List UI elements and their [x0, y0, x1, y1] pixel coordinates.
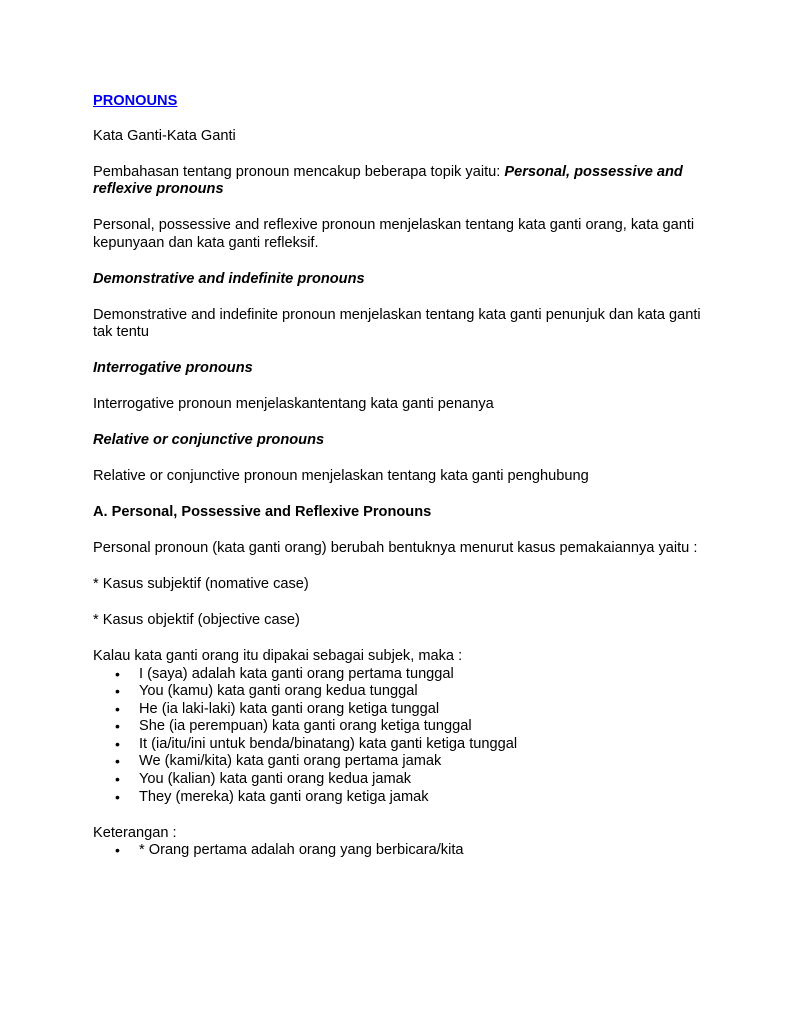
pronouns-title-link[interactable]: PRONOUNS	[93, 93, 178, 109]
demonstrative-paragraph: Demonstrative and indefinite pronoun menjelaskan tentang kata ganti penunjuk dan kata ganti tak tentu	[93, 306, 701, 340]
case-subjective: * Kasus subjektif (nomative case)	[93, 576, 309, 592]
list-item: • * Orang pertama adalah orang yang berbicara/kita	[93, 842, 703, 860]
list-item: • You (kalian) kata ganti orang kedua jamak	[93, 771, 703, 789]
case-objective: * Kasus objektif (objective case)	[93, 612, 300, 628]
intro-paragraph	[93, 164, 703, 199]
section-a-paragraph: Personal pronoun (kata ganti orang) berubah bentuknya menurut kasus pemakaiannya yaitu :	[93, 540, 698, 556]
keterangan-list	[93, 842, 703, 860]
pronoun-list	[93, 666, 703, 807]
relative-paragraph: Relative or conjunctive pronoun menjelaskan tentang kata ganti penghubung	[93, 468, 589, 484]
list-item: • You (kamu) kata ganti orang kedua tunggal	[93, 683, 703, 701]
intro-text: Pembahasan tentang pronoun mencakup beberapa topik yaitu:	[93, 163, 505, 180]
document-page	[93, 93, 703, 860]
interrogative-paragraph: Interrogative pronoun menjelaskantentang kata ganti penanya	[93, 396, 494, 412]
list-item: • We (kami/kita) kata ganti orang pertama jamak	[93, 753, 703, 771]
intro-topic-emphasis: Personal, possessive and reflexive pronouns	[93, 163, 683, 197]
demonstrative-heading: Demonstrative and indefinite pronouns	[93, 270, 365, 287]
interrogative-heading: Interrogative pronouns	[93, 360, 253, 376]
list-item: • They (mereka) kata ganti orang ketiga jamak	[93, 789, 703, 807]
list-item: • She (ia perempuan) kata ganti orang ketiga tunggal	[93, 718, 703, 736]
personal-paragraph: Personal, possessive and reflexive pronoun menjelaskan tentang kata ganti orang, kata ganti kepunyaan dan kata ganti refleksif.	[93, 217, 695, 251]
subtitle: Kata Ganti-Kata Ganti	[93, 127, 236, 144]
list-item: • It (ia/itu/ini untuk benda/binatang) kata ganti ketiga tunggal	[93, 736, 703, 754]
list-item: • He (ia laki-laki) kata ganti orang ketiga tunggal	[93, 701, 703, 719]
relative-heading: Relative or conjunctive pronouns	[93, 432, 325, 448]
list-item: • I (saya) adalah kata ganti orang pertama tunggal	[93, 666, 703, 684]
section-a-heading: A. Personal, Possessive and Reflexive Pronouns	[93, 504, 432, 520]
subject-paragraph: Kalau kata ganti orang itu dipakai sebagai subjek, maka :	[93, 648, 463, 664]
keterangan-label: Keterangan :	[93, 824, 177, 841]
